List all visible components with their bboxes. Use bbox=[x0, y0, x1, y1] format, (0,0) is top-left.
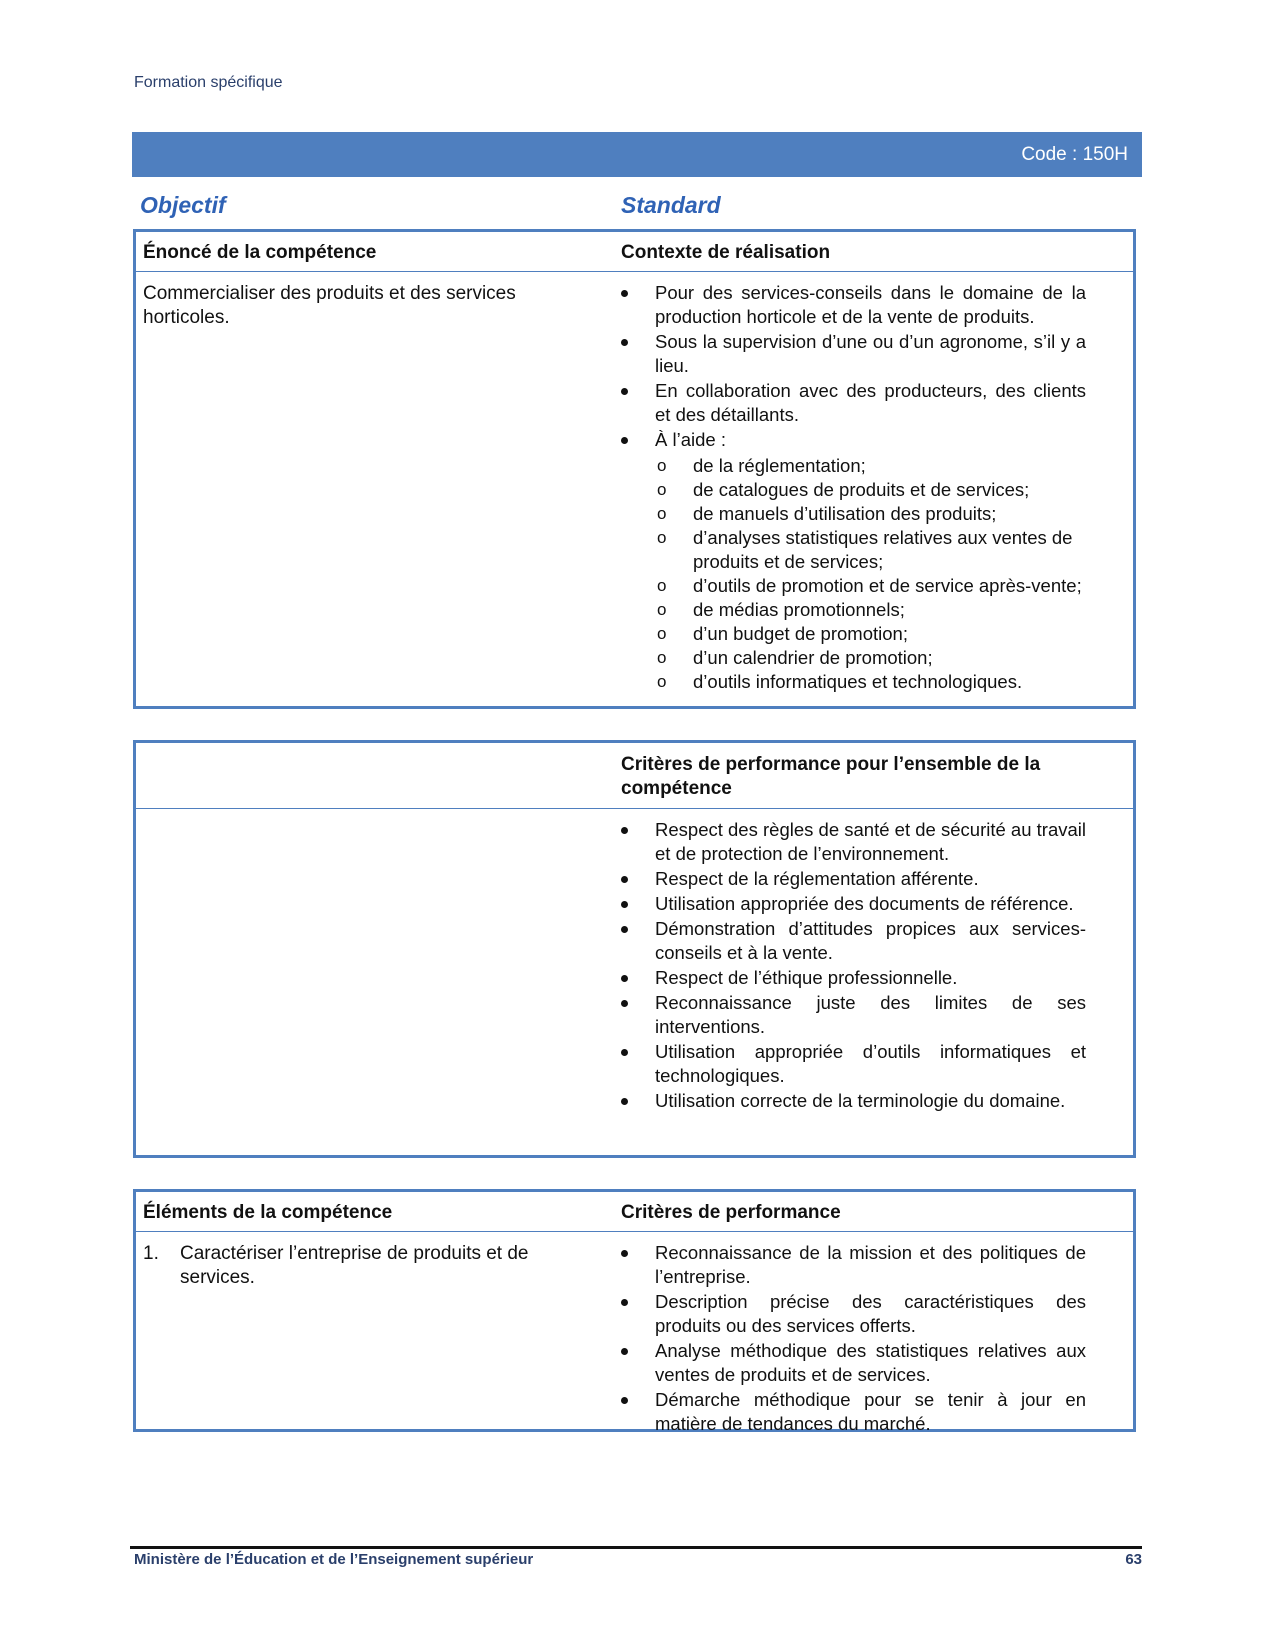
bullet-icon bbox=[621, 437, 628, 444]
bullet-icon bbox=[621, 290, 628, 297]
circle-bullet-icon: o bbox=[657, 528, 667, 547]
competence-statement: Commercialiser des produits et des services horticoles. bbox=[143, 283, 516, 328]
criteres-list bbox=[619, 1241, 1086, 1437]
circle-bullet-icon: o bbox=[657, 480, 667, 499]
list-item: Respect des règles de santé et de sécurité au travail et de protection de l’environnement. bbox=[619, 818, 1086, 866]
page-header: Formation spécifique bbox=[134, 74, 283, 91]
list-item: Démonstration d’attitudes propices aux services-conseils et à la vente. bbox=[619, 917, 1086, 965]
circle-bullet-icon: o bbox=[657, 504, 667, 523]
sub-list-item: o d’un calendrier de promotion; bbox=[657, 647, 933, 668]
circle-bullet-icon: o bbox=[657, 624, 667, 643]
bullet-icon bbox=[621, 1397, 628, 1404]
list-item: Sous la supervision d’une ou d’un agronome, s’il y a lieu. bbox=[619, 330, 1086, 378]
enonce-title: Énoncé de la compétence bbox=[143, 242, 377, 263]
bullet-icon bbox=[621, 1250, 628, 1257]
program-code: Code : 150H bbox=[1021, 144, 1128, 165]
list-item: Respect de l’éthique professionnelle. bbox=[619, 966, 1086, 990]
bullet-icon bbox=[621, 1098, 628, 1105]
circle-bullet-icon: o bbox=[657, 576, 667, 595]
sub-list-item: o d’un budget de promotion; bbox=[657, 623, 908, 644]
circle-bullet-icon: o bbox=[657, 672, 667, 691]
footer-divider bbox=[130, 1546, 1142, 1549]
sub-list-item: o de médias promotionnels; bbox=[657, 599, 905, 620]
list-item: Reconnaissance de la mission et des politiques de l’entreprise. bbox=[619, 1241, 1086, 1289]
circle-bullet-icon: o bbox=[657, 648, 667, 667]
list-item: À l’aide : o de la réglementation; o de catalogues de produits et de services; o de manuels d’utilisation des produits; o d’analyses statistiques relatives aux ventes de produits et de services; o d’outils de promotion et de service après-vente; o de médias promotionnels; o d’un budget de promotion; o d’un calendrier de promotion; o d’outils informatiques et technologiques. bbox=[619, 428, 1086, 694]
list-item: Description précise des caractéristiques des produits ou des services offerts. bbox=[619, 1290, 1086, 1338]
list-item: Reconnaissance juste des limites de ses interventions. bbox=[619, 991, 1086, 1039]
list-item: En collaboration avec des producteurs, des clients et des détaillants. bbox=[619, 379, 1086, 427]
sub-list-item: o de catalogues de produits et de services; bbox=[657, 479, 1030, 500]
sub-list-item: o de la réglementation; bbox=[657, 455, 866, 476]
bullet-icon bbox=[621, 1000, 628, 1007]
bullet-icon bbox=[621, 876, 628, 883]
circle-bullet-icon: o bbox=[657, 456, 667, 475]
elements-title: Éléments de la compétence bbox=[143, 1202, 393, 1223]
page-number: 63 bbox=[1125, 1551, 1142, 1568]
bullet-icon bbox=[621, 388, 628, 395]
criteres-title: Critères de performance bbox=[621, 1202, 841, 1223]
bullet-icon bbox=[621, 339, 628, 346]
sub-list-item: o de manuels d’utilisation des produits; bbox=[657, 503, 997, 524]
code-band bbox=[132, 132, 1142, 177]
contexte-title: Contexte de réalisation bbox=[621, 242, 831, 263]
sub-list-item: o d’outils informatiques et technologiques. bbox=[657, 671, 1023, 692]
competence-box bbox=[133, 229, 1136, 709]
list-item: Démarche méthodique pour se tenir à jour en matière de tendances du marché. bbox=[619, 1388, 1086, 1436]
list-item: Respect de la réglementation afférente. bbox=[619, 867, 1086, 891]
list-item: Utilisation appropriée d’outils informatiques et technologiques. bbox=[619, 1040, 1086, 1088]
bullet-icon bbox=[621, 1348, 628, 1355]
objectif-heading: Objectif bbox=[140, 192, 226, 218]
criteres-ensemble-list bbox=[619, 818, 1086, 1114]
circle-bullet-icon: o bbox=[657, 600, 667, 619]
list-item: Utilisation correcte de la terminologie du domaine. bbox=[619, 1089, 1086, 1113]
bullet-icon bbox=[621, 1049, 628, 1056]
bullet-icon bbox=[621, 1299, 628, 1306]
aide-sublist bbox=[655, 454, 1086, 694]
list-item: Analyse méthodique des statistiques relatives aux ventes de produits et de services. bbox=[619, 1339, 1086, 1387]
sub-list-item: o d’analyses statistiques relatives aux ventes de produits et de services; bbox=[657, 527, 1073, 572]
elements-box bbox=[133, 1189, 1136, 1432]
bullet-icon bbox=[621, 926, 628, 933]
element-text: Caractériser l’entreprise de produits et de services. bbox=[180, 1243, 529, 1288]
element-number: 1. bbox=[143, 1243, 159, 1264]
criteres-ensemble-title: Critères de performance pour l’ensemble de la compétence bbox=[621, 754, 1041, 799]
footer-ministry: Ministère de l’Éducation et de l’Enseignement supérieur bbox=[134, 1551, 534, 1568]
sub-list-item: o d’outils de promotion et de service après-vente; bbox=[657, 575, 1082, 596]
list-item: Utilisation appropriée des documents de référence. bbox=[619, 892, 1086, 916]
bullet-icon bbox=[621, 901, 628, 908]
criteres-ensemble-box bbox=[133, 740, 1136, 1158]
standard-heading: Standard bbox=[621, 192, 721, 218]
context-list bbox=[619, 281, 1086, 695]
bullet-icon bbox=[621, 827, 628, 834]
list-item: Pour des services-conseils dans le domaine de la production horticole et de la vente de produits. bbox=[619, 281, 1086, 329]
bullet-icon bbox=[621, 975, 628, 982]
